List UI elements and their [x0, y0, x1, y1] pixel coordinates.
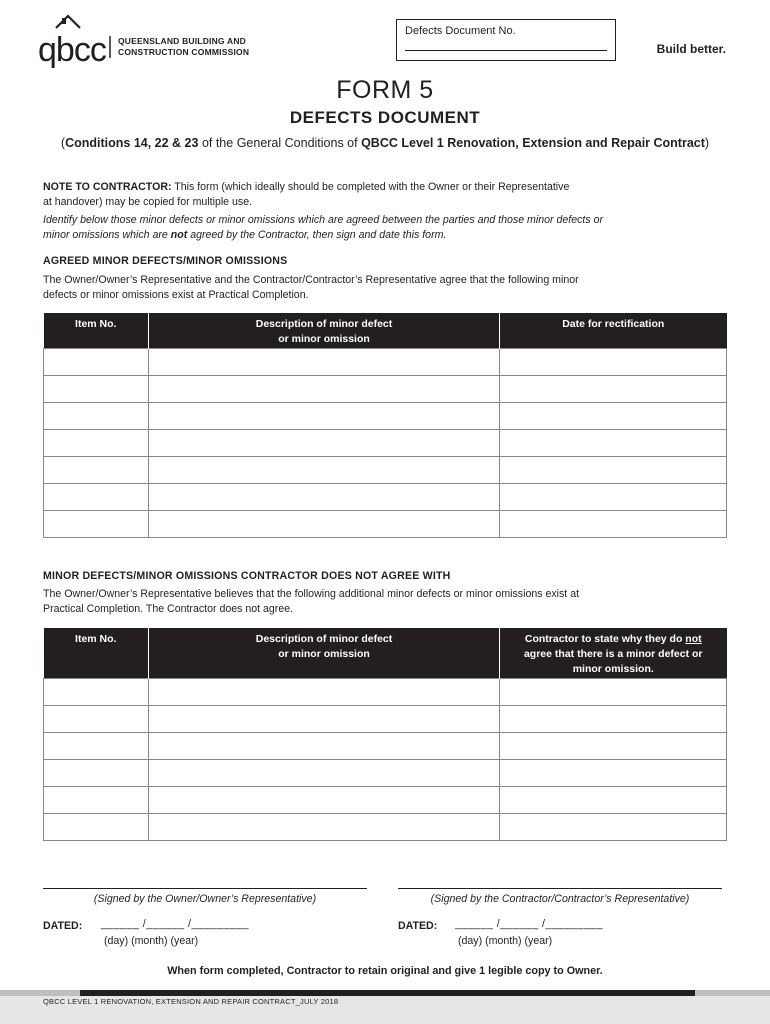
instructions-line2b: agreed by the Contractor, then sign and date this form. [187, 229, 447, 241]
note-line1: This form (which ideally should be completed with the Owner or their Representative [171, 181, 570, 193]
contractor-date-parts: (day) (month) (year) [458, 935, 553, 947]
description-cell[interactable] [149, 759, 500, 786]
instructions-line1: Identify below those minor defects or minor omissions which are agreed between the parties and those minor defects or [43, 214, 603, 226]
column-header-description [149, 628, 500, 678]
column-header-item-no: Item No. [44, 628, 149, 678]
date-for-rectification-cell[interactable] [500, 348, 727, 375]
table-row [44, 456, 727, 483]
disagreed-heading: MINOR DEFECTS/MINOR OMISSIONS CONTRACTOR DOES NOT AGREE WITH [43, 570, 451, 582]
date-for-rectification-cell[interactable] [500, 375, 727, 402]
table-row [44, 483, 727, 510]
form-title: FORM 5 [336, 76, 434, 104]
contractor-signature-line[interactable] [398, 888, 722, 889]
contractor-reason-cell[interactable] [500, 759, 727, 786]
disagreed-defects-table [43, 628, 727, 841]
instructions [43, 213, 733, 243]
organisation-name [118, 36, 249, 58]
tagline: Build better. [656, 42, 726, 56]
description-cell[interactable] [149, 705, 500, 732]
item-no-cell[interactable] [44, 813, 149, 840]
description-cell[interactable] [149, 402, 500, 429]
column-header-item-no: Item No. [44, 313, 149, 348]
disagreed-table-body [44, 678, 727, 840]
description-cell[interactable] [149, 375, 500, 402]
agreed-description-line2: defects or minor omissions exist at Practical Completion. [43, 289, 309, 301]
description-cell[interactable] [149, 510, 500, 537]
note-label: NOTE TO CONTRACTOR: [43, 181, 172, 193]
disagreed-description-line2: Practical Completion. The Contractor does not agree. [43, 603, 294, 615]
item-no-cell[interactable] [44, 429, 149, 456]
column-header-description-line2: or minor omission [278, 648, 370, 660]
disagreed-description-line1: The Owner/Owner’s Representative believes that the following additional minor defects or minor omissions exist at [43, 588, 580, 600]
table-row [44, 348, 727, 375]
defects-document-number-field[interactable] [405, 50, 607, 51]
item-no-cell[interactable] [44, 375, 149, 402]
description-cell[interactable] [149, 348, 500, 375]
note-line2: at handover) may be copied for multiple use. [43, 196, 253, 208]
owner-dated-label: DATED: [43, 920, 83, 932]
table-row [44, 402, 727, 429]
completion-instruction: When form completed, Contractor to retain original and give 1 legible copy to Owner. [167, 965, 603, 977]
column-header-description [149, 313, 500, 348]
document-subtitle [0, 136, 770, 150]
contractor-reason-cell[interactable] [500, 813, 727, 840]
item-no-cell[interactable] [44, 483, 149, 510]
column-header-contractor-reason [500, 628, 727, 678]
agreed-defects-table [43, 313, 727, 538]
date-for-rectification-cell[interactable] [500, 483, 727, 510]
agreed-description [43, 273, 733, 303]
instructions-line2a: minor omissions which are [43, 229, 171, 241]
organisation-name-line1: QUEENSLAND BUILDING AND [118, 36, 247, 46]
contractor-date-field[interactable]: ______ /______ /_________ [455, 918, 603, 930]
owner-date-parts: (day) (month) (year) [104, 935, 199, 947]
description-cell[interactable] [149, 813, 500, 840]
subtitle-mid: of the General Conditions of [198, 136, 362, 150]
contractor-reason-cell[interactable] [500, 786, 727, 813]
item-no-cell[interactable] [44, 786, 149, 813]
contractor-reason-cell[interactable] [500, 678, 727, 705]
instructions-not: not [170, 229, 188, 241]
item-no-cell[interactable] [44, 348, 149, 375]
description-cell[interactable] [149, 456, 500, 483]
date-for-rectification-cell[interactable] [500, 429, 727, 456]
item-no-cell[interactable] [44, 759, 149, 786]
item-no-cell[interactable] [44, 456, 149, 483]
contractor-reason-not: not [685, 633, 702, 645]
contractor-reason-cell[interactable] [500, 705, 727, 732]
table-row [44, 732, 727, 759]
subtitle-close: ) [704, 136, 710, 150]
date-for-rectification-cell[interactable] [500, 456, 727, 483]
description-cell[interactable] [149, 483, 500, 510]
disagreed-description [43, 587, 733, 617]
contractor-reason-line2: agree that there is a minor defect or [523, 648, 703, 660]
contractor-reason-line3: minor omission. [572, 663, 654, 675]
defects-document-number-label: Defects Document No. [405, 25, 516, 37]
note-to-contractor [43, 180, 733, 210]
column-header-description-line1: Description of minor defect [255, 633, 393, 645]
table-row [44, 429, 727, 456]
table-row [44, 375, 727, 402]
owner-date-field[interactable]: ______ /______ /_________ [101, 918, 249, 930]
date-for-rectification-cell[interactable] [500, 510, 727, 537]
description-cell[interactable] [149, 732, 500, 759]
contractor-dated-label: DATED: [398, 920, 438, 932]
owner-signature-line[interactable] [43, 888, 367, 889]
table-row [44, 705, 727, 732]
agreed-heading: AGREED MINOR DEFECTS/MINOR OMISSIONS [43, 255, 288, 267]
contractor-signature-label: (Signed by the Contractor/Contractor’s Representative) [430, 893, 690, 905]
agreed-table-body [44, 348, 727, 537]
item-no-cell[interactable] [44, 705, 149, 732]
subtitle-open: ( [60, 136, 66, 150]
item-no-cell[interactable] [44, 510, 149, 537]
svg-text:qbcc: qbcc [38, 31, 106, 68]
organisation-name-line2: CONSTRUCTION COMMISSION [118, 47, 250, 57]
description-cell[interactable] [149, 678, 500, 705]
contractor-reason-line1: Contractor to state why they do [524, 633, 686, 645]
table-row [44, 759, 727, 786]
table-row [44, 678, 727, 705]
column-header-description-line1: Description of minor defect [255, 318, 393, 330]
item-no-cell[interactable] [44, 402, 149, 429]
document-title: DEFECTS DOCUMENT [289, 108, 481, 127]
description-cell[interactable] [149, 429, 500, 456]
agreed-description-line1: The Owner/Owner’s Representative and the Contractor/Contractor’s Representative agree that the following minor [43, 274, 579, 286]
column-header-date-for-rectification: Date for rectification [500, 313, 727, 348]
column-header-description-line2: or minor omission [278, 333, 370, 345]
item-no-cell[interactable] [44, 732, 149, 759]
item-no-cell[interactable] [44, 678, 149, 705]
table-row [44, 813, 727, 840]
owner-signature-label: (Signed by the Owner/Owner’s Representative) [93, 893, 317, 905]
table-row [44, 786, 727, 813]
subtitle-contract: QBCC Level 1 Renovation, Extension and Repair Contract [361, 136, 705, 150]
date-for-rectification-cell[interactable] [500, 402, 727, 429]
contractor-reason-cell[interactable] [500, 732, 727, 759]
footer-text: QBCC LEVEL 1 RENOVATION, EXTENSION AND REPAIR CONTRACT_JULY 2018 [43, 997, 339, 1006]
subtitle-conditions: Conditions 14, 22 & 23 [65, 136, 199, 150]
description-cell[interactable] [149, 786, 500, 813]
table-row [44, 510, 727, 537]
